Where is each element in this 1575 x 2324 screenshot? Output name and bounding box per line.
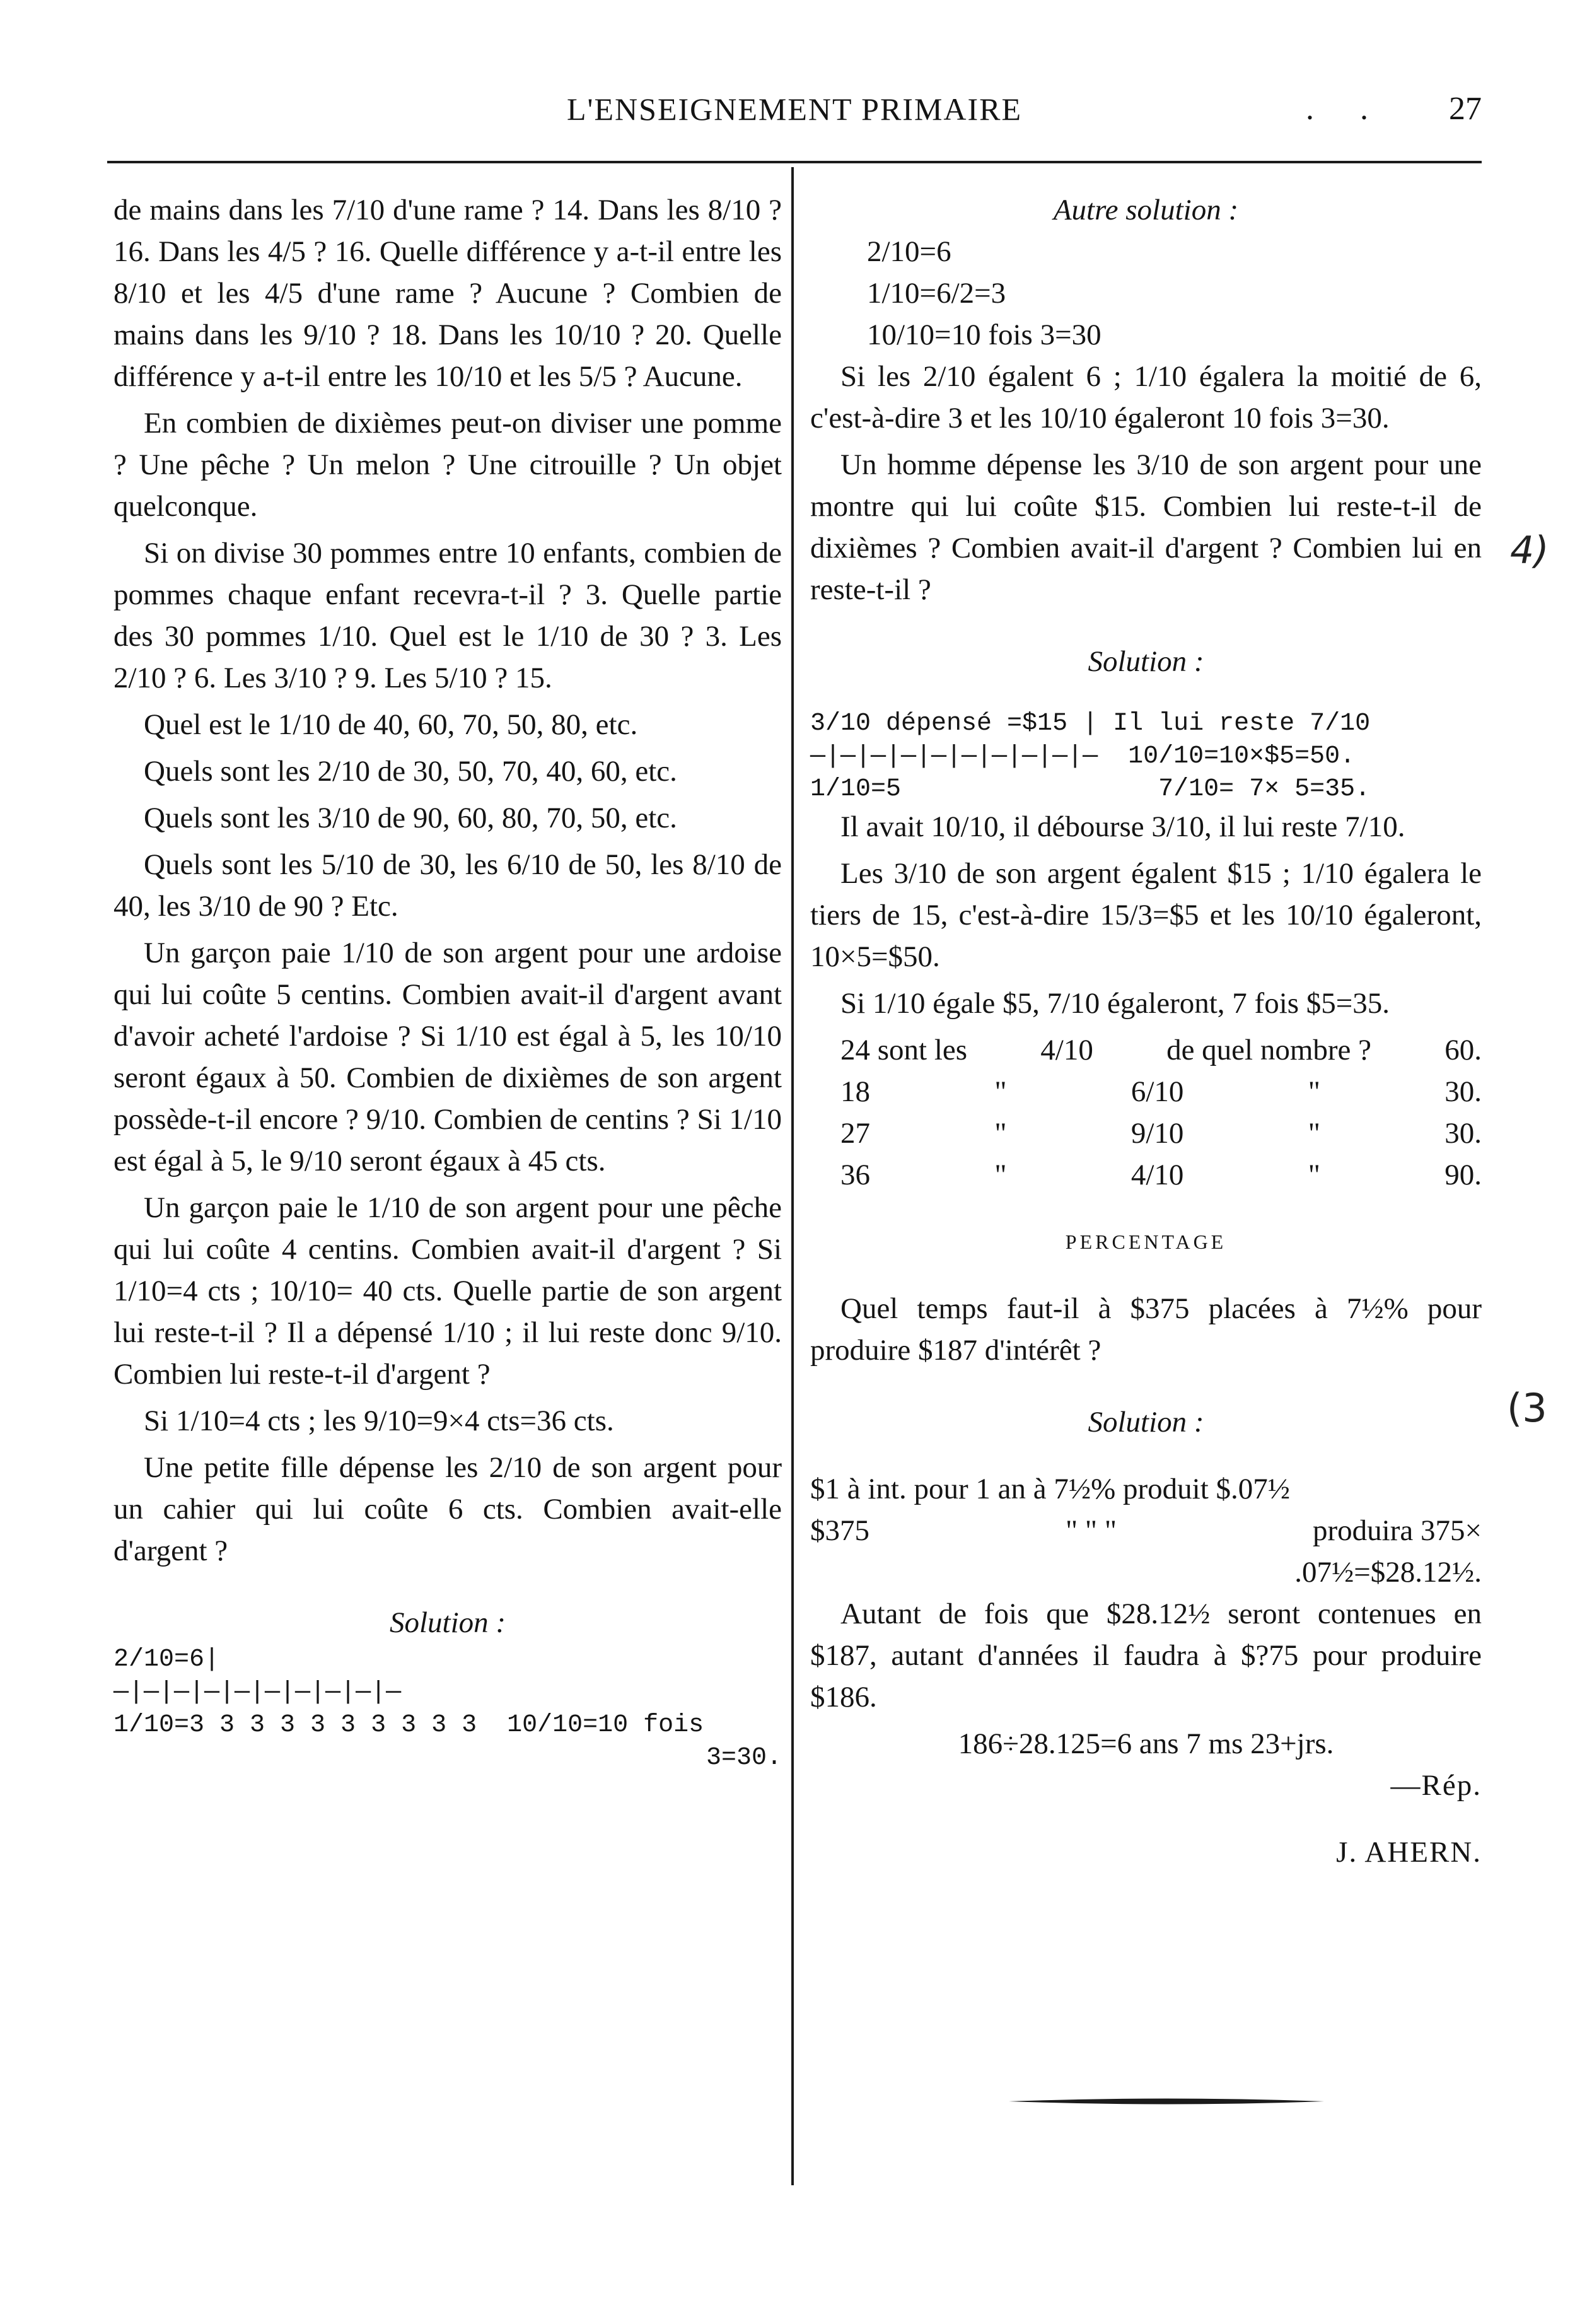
paragraph: En combien de dixièmes peut-on diviser une pomme ? Une pêche ? Un melon ? Une citrouille ? Un objet quelconque. (113, 407, 782, 523)
calc-cell: $375 (810, 1514, 869, 1547)
diagram-line: —|—|—|—|—|—|—|—|—|— 10/10=10×$5=50. (810, 742, 1356, 771)
equation-line: 1/10=6/2=3 (867, 277, 1006, 310)
table-cell: 9/10 (1130, 1117, 1184, 1150)
header-dots: . . (1306, 91, 1387, 127)
calc-cell: " " " (1065, 1514, 1117, 1547)
solution-heading: Solution : (389, 1606, 506, 1639)
paragraph: Un homme dépense les 3/10 de son argent pour une montre qui lui coûte $15. Combien lui reste-t-il de dixièmes ? Combien avait-il d'argent ? Combien lui en reste-t-il ? (810, 448, 1482, 606)
table-cell: 90. (1444, 1159, 1482, 1191)
paragraph: Il avait 10/10, il débourse 3/10, il lui reste 7/10. (840, 810, 1405, 843)
table-cell: 4/10 (1130, 1159, 1184, 1191)
paragraph: de mains dans les 7/10 d'une rame ? 14. Dans les 8/10 ? 16. Dans les 4/5 ? 16. Quelle différence y a-t-il entre les 8/10 et les 4/5 d'une rame ? Aucune ? Combien de mains dans les 9/10 ? 18. Dans les 10/10 ? 20. Quelle différence y a-t-il entre les 10/10 et les 5/5 ? Aucune. (113, 194, 782, 393)
table-row (810, 1029, 1482, 1071)
paragraph: Si les 2/10 égalent 6 ; 1/10 égalera la moitié de 6, c'est-à-dire 3 et les 10/10 égaleront 10 fois 3=30. (810, 360, 1482, 435)
equation-line: 2/10=6 (867, 235, 951, 268)
paragraph: Un garçon paie 1/10 de son argent pour une ardoise qui lui coûte 5 centins. Combien avait-il d'argent avant d'avoir acheté l'ardoise ? Si 1/10 est égal à 5, les 10/10 seront égaux à 50. Combien de dixièmes de son argent possède-t-il encore ? 9/10. Combien de centins ? Si 1/10 est égal à 5, le 9/10 seront égaux à 45 cts. (113, 937, 782, 1177)
table-cell: 27 (840, 1117, 870, 1150)
column-divider (791, 167, 794, 2185)
diagram-line: 3/10 dépensé =$15 | Il lui reste 7/10 (810, 709, 1371, 738)
table-cell: 36 (840, 1159, 870, 1191)
question-line: Quels sont les 3/10 de 90, 60, 80, 70, 50, etc. (144, 802, 677, 834)
solution-heading: Solution : (1088, 1406, 1204, 1439)
calc-line (810, 1510, 1482, 1551)
table-cell: " (994, 1159, 1007, 1191)
left-column (113, 189, 782, 1775)
header-rule (107, 161, 1482, 163)
table-cell: 60. (1444, 1034, 1482, 1066)
margin-annotation: 4) (1510, 528, 1549, 573)
margin-annotation: (3 (1507, 1385, 1547, 1431)
reponse-label: —Rép. (1390, 1769, 1482, 1802)
paragraph: Autant de fois que $28.12½ seront contenues en $187, autant d'années il faudra à $?75 pour produire $186. (810, 1597, 1482, 1714)
paragraph: Quel temps faut-il à $375 placées à 7½% pour produire $187 d'intérêt ? (810, 1292, 1482, 1367)
table-cell: " (994, 1075, 1007, 1108)
table-row (810, 1112, 1482, 1154)
table-cell: 24 sont les (840, 1034, 968, 1066)
calc-cell: produira 375× (1313, 1514, 1482, 1547)
table-cell: 4/10 (1040, 1034, 1093, 1066)
paragraph: Si 1/10 égale $5, 7/10 égaleront, 7 fois $5=35. (840, 987, 1390, 1020)
table-cell: " (994, 1117, 1007, 1150)
section-heading: PERCENTAGE (1065, 1230, 1227, 1253)
question-line: Quel est le 1/10 de 40, 60, 70, 50, 80, etc. (144, 708, 638, 741)
question-line: Quels sont les 2/10 de 30, 50, 70, 40, 60, etc. (144, 755, 677, 788)
table-cell: " (1308, 1117, 1320, 1150)
table-cell: " (1308, 1075, 1320, 1108)
calc-line: 186÷28.125=6 ans 7 ms 23+jrs. (958, 1727, 1334, 1760)
diagram-line: 1/10=3 3 3 3 3 3 3 3 3 3 10/10=10 fois (113, 1711, 704, 1739)
table-cell: " (1308, 1159, 1320, 1191)
solution-heading: Solution : (1088, 645, 1204, 678)
diagram-line: 2/10=6| (113, 1645, 220, 1674)
page-number: 27 (1449, 91, 1482, 127)
calc-line: .07½=$28.12½. (1294, 1556, 1482, 1589)
table-cell: de quel nombre ? (1166, 1034, 1372, 1066)
autre-solution-heading: Autre solution : (1053, 194, 1239, 226)
calc-line: $1 à int. pour 1 an à 7½% produit $.07½ (810, 1473, 1291, 1505)
author-signature: J. AHERN. (1336, 1836, 1482, 1869)
paragraph: Une petite fille dépense les 2/10 de son argent pour un cahier qui lui coûte 6 cts. Combien avait-elle d'argent ? (113, 1451, 782, 1567)
paragraph: Les 3/10 de son argent égalent $15 ; 1/10 égalera le tiers de 15, c'est-à-dire 15/3=$5 et les 10/10 égaleront, 10×5=$50. (810, 857, 1482, 973)
table-cell: 6/10 (1130, 1075, 1184, 1108)
diagram-line: 3=30. (706, 1744, 782, 1772)
paragraph: Si 1/10=4 cts ; les 9/10=9×4 cts=36 cts. (144, 1404, 614, 1437)
table-cell: 18 (840, 1075, 870, 1108)
diagram-line: —|—|—|—|—|—|—|—|—|— (113, 1678, 402, 1707)
table-cell: 30. (1444, 1075, 1482, 1108)
paragraph: Un garçon paie le 1/10 de son argent pour une pêche qui lui coûte 4 centins. Combien avait-il d'argent ? Si 1/10=4 cts ; 10/10= 40 cts. Quelle partie de son argent lui reste-t-il ? Il a dépensé 1/10 ; il lui reste donc 9/10. Combien lui reste-t-il d'argent ? (113, 1191, 782, 1391)
paragraph: Si on divise 30 pommes entre 10 enfants, combien de pommes chaque enfant recevra-t-il ? 3. Quelle partie des 30 pommes 1/10. Quel est le 1/10 de 30 ? 3. Les 2/10 ? 6. Les 3/10 ? 9. Les 5/10 ? 15. (113, 537, 782, 694)
table-cell: 30. (1444, 1117, 1482, 1150)
journal-title: L'ENSEIGNEMENT PRIMAIRE (566, 91, 1023, 127)
table-row (810, 1071, 1482, 1112)
running-header (107, 88, 1482, 132)
right-column (810, 189, 1482, 1873)
equation-line: 10/10=10 fois 3=30 (867, 318, 1101, 351)
diagram-line: 1/10=5 7/10= 7× 5=35. (810, 775, 1371, 803)
question-line: Quels sont les 5/10 de 30, les 6/10 de 50, les 8/10 de 40, les 3/10 de 90 ? Etc. (113, 848, 782, 923)
table-row (810, 1154, 1482, 1196)
end-ornament (1009, 2097, 1324, 2106)
